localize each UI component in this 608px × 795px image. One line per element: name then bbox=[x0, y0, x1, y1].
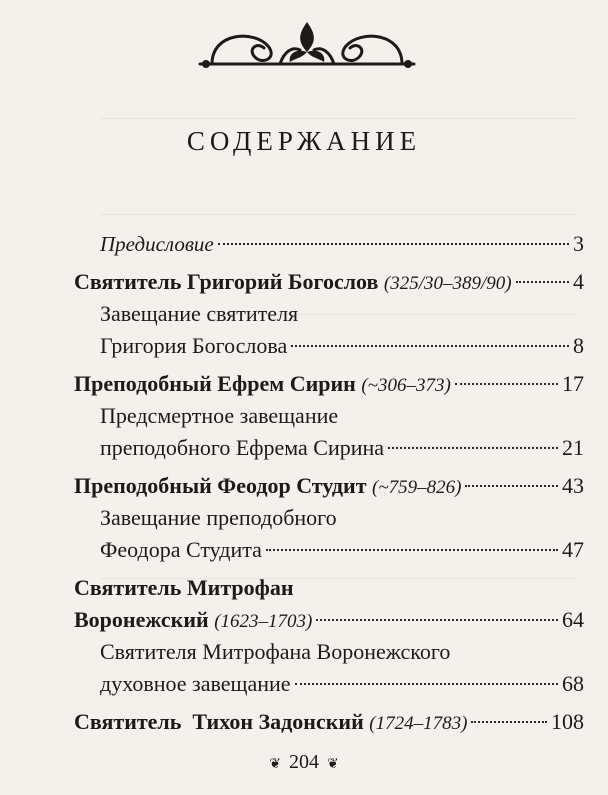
dot-leader bbox=[471, 721, 547, 723]
page-number: 64 bbox=[562, 607, 584, 632]
entry-title: Преподобный Феодор Студит bbox=[74, 473, 367, 498]
toc-entry[interactable] bbox=[74, 266, 584, 298]
entry-dates: (1724–1783) bbox=[369, 713, 468, 734]
dot-leader bbox=[516, 281, 569, 283]
dot-leader bbox=[465, 485, 558, 487]
toc-entry[interactable] bbox=[74, 228, 584, 260]
entry-title: Предсмертное завещание bbox=[100, 403, 339, 428]
bleed-through bbox=[100, 118, 578, 119]
page-number: 21 bbox=[562, 435, 584, 460]
page-number: 4 bbox=[573, 269, 584, 294]
toc-entry[interactable] bbox=[74, 604, 584, 636]
toc-entry[interactable] bbox=[74, 330, 584, 362]
entry-title: Преподобный Ефрем Сирин bbox=[74, 371, 356, 396]
entry-dates: (1623–1703) bbox=[214, 611, 313, 632]
entry-title-cont: преподобного Ефрема Сирина bbox=[100, 435, 385, 460]
toc-entry[interactable] bbox=[74, 668, 584, 700]
header-ornament-icon bbox=[192, 16, 422, 74]
toc-entry-line1[interactable] bbox=[74, 502, 584, 534]
toc-entry[interactable] bbox=[74, 706, 584, 738]
toc-entry-line1[interactable] bbox=[74, 400, 584, 432]
folio-number: 204 bbox=[289, 751, 319, 773]
toc-entry[interactable] bbox=[74, 432, 584, 464]
page-folio bbox=[0, 751, 608, 774]
folio-ornament-icon: ❦ bbox=[327, 757, 339, 772]
page-number: 3 bbox=[573, 231, 584, 256]
entry-title: Завещание преподобного bbox=[100, 505, 337, 530]
toc-entry[interactable] bbox=[74, 470, 584, 502]
toc-entry-line1[interactable] bbox=[74, 298, 584, 330]
entry-dates: (~759–826) bbox=[372, 477, 462, 498]
entry-title-cont: Воронежский bbox=[74, 607, 209, 632]
entry-title: Предисловие bbox=[100, 232, 214, 256]
entry-title: Святителя Митрофана Воронежского bbox=[100, 639, 451, 664]
table-of-contents bbox=[74, 228, 584, 738]
entry-title: Святитель Тихон Задонский bbox=[74, 709, 364, 734]
page-number: 17 bbox=[562, 371, 584, 396]
toc-entry-line1[interactable] bbox=[74, 572, 584, 604]
entry-dates: (~306–373) bbox=[361, 375, 451, 396]
page-title: СОДЕРЖАНИЕ bbox=[186, 126, 422, 156]
toc-entry[interactable] bbox=[74, 368, 584, 400]
entry-title: Завещание святителя bbox=[100, 301, 299, 326]
dot-leader bbox=[316, 619, 558, 621]
dot-leader bbox=[266, 549, 558, 551]
dot-leader bbox=[295, 683, 558, 685]
entry-title-cont: духовное завещание bbox=[100, 671, 291, 696]
dot-leader bbox=[291, 345, 569, 347]
dot-leader bbox=[388, 447, 558, 449]
entry-title-cont: Григория Богослова bbox=[100, 333, 288, 358]
bleed-through bbox=[100, 214, 578, 215]
entry-title-cont: Феодора Студита bbox=[100, 537, 262, 562]
folio-ornament-icon: ❦ bbox=[269, 757, 281, 772]
toc-entry-line1[interactable] bbox=[74, 636, 584, 668]
page-number: 43 bbox=[562, 473, 584, 498]
page-number: 47 bbox=[562, 537, 584, 562]
entry-dates: (325/30–389/90) bbox=[383, 273, 512, 294]
page-number: 8 bbox=[573, 333, 584, 358]
dot-leader bbox=[455, 383, 558, 385]
entry-title: Святитель Митрофан bbox=[74, 575, 294, 600]
page-number: 108 bbox=[551, 709, 584, 734]
entry-title: Святитель Григорий Богослов bbox=[74, 269, 379, 294]
page-number: 68 bbox=[562, 671, 584, 696]
dot-leader bbox=[218, 243, 569, 245]
toc-entry[interactable] bbox=[74, 534, 584, 566]
